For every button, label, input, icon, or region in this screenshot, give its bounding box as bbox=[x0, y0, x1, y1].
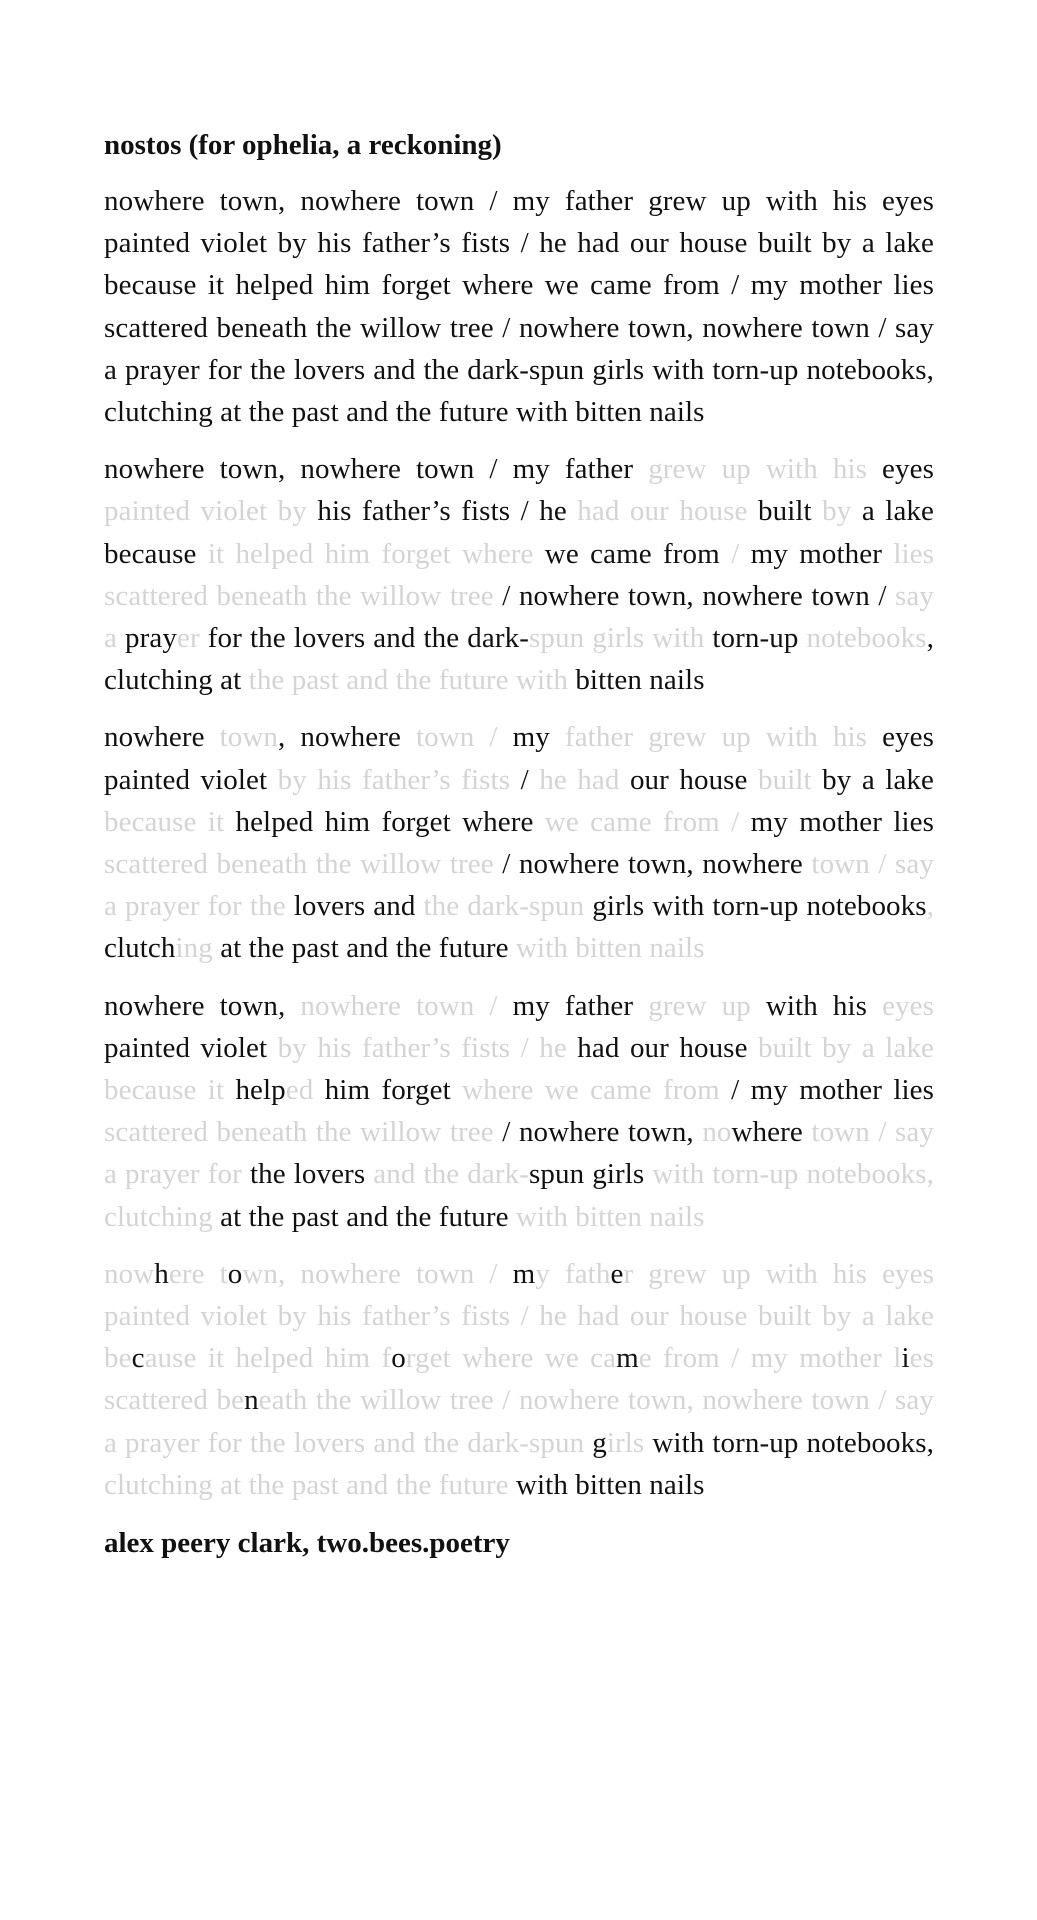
visible-text: clutch bbox=[104, 932, 176, 965]
erased-text: wn, nowhere town / bbox=[242, 1257, 513, 1290]
stanza-erasure-3 bbox=[104, 985, 934, 1238]
visible-text: my bbox=[512, 721, 565, 754]
visible-text: my mother lies bbox=[750, 805, 934, 838]
visible-text: help bbox=[235, 1074, 286, 1107]
visible-text: spun girls bbox=[528, 1158, 653, 1191]
erased-text: ing bbox=[175, 932, 221, 965]
visible-text: o bbox=[391, 1342, 406, 1375]
erased-text: had our house bbox=[577, 495, 758, 528]
visible-text: him forget bbox=[324, 1074, 463, 1107]
visible-text: / bbox=[520, 763, 540, 796]
visible-text: painted violet bbox=[104, 1031, 278, 1064]
visible-text: , nowhere bbox=[278, 721, 416, 754]
visible-text: c bbox=[131, 1342, 145, 1375]
erased-text: it helped him forget where bbox=[207, 537, 545, 570]
erased-text: say a bbox=[104, 579, 934, 655]
visible-text: e bbox=[610, 1257, 624, 1290]
erased-text: lies scattered beneath the willow tree bbox=[104, 537, 934, 612]
erased-text: built by a lake because it bbox=[104, 1031, 935, 1107]
visible-text: i bbox=[901, 1342, 910, 1375]
poem-author: alex peery clark, two.bees.poetry bbox=[104, 1527, 510, 1560]
visible-text: at the past and the future bbox=[220, 1200, 516, 1233]
erased-text: now bbox=[104, 1257, 155, 1290]
erased-text: y fath bbox=[535, 1257, 611, 1290]
erased-text: eath the willow tree / nowhere town, nowhere town / say a prayer for the lovers and the dark-spun bbox=[104, 1384, 934, 1459]
erased-text: town / bbox=[415, 721, 513, 754]
erased-text: with bitten nails bbox=[516, 1200, 705, 1233]
visible-text: his father’s fists / he bbox=[317, 495, 578, 528]
visible-text: o bbox=[227, 1257, 243, 1290]
visible-text: with torn-up notebooks, bbox=[652, 1426, 934, 1459]
visible-text: nowhere town, bbox=[104, 989, 301, 1022]
erased-text: father grew up with his bbox=[564, 721, 883, 754]
erased-text: er bbox=[176, 622, 208, 655]
erased-text: nowhere town / bbox=[300, 989, 513, 1022]
erased-text: painted violet by bbox=[104, 495, 318, 528]
erased-text: notebooks bbox=[806, 622, 927, 655]
erased-text: no bbox=[702, 1116, 732, 1149]
visible-text: we came from bbox=[544, 537, 732, 570]
visible-text: my father bbox=[512, 989, 649, 1022]
visible-text: m bbox=[512, 1257, 536, 1290]
visible-text: where bbox=[731, 1116, 812, 1149]
visible-text: with bitten nails bbox=[515, 1468, 705, 1501]
stanza-original bbox=[104, 180, 934, 433]
visible-text: with his bbox=[765, 989, 883, 1022]
erased-text: grew up bbox=[648, 989, 766, 1022]
erased-text: by his father’s fists bbox=[277, 763, 521, 796]
erased-text: es scattered be bbox=[104, 1342, 934, 1417]
erased-text: where we came from bbox=[462, 1074, 732, 1107]
erased-text: spun girls with bbox=[529, 622, 713, 655]
erased-text: scattered beneath the willow tree bbox=[104, 1116, 503, 1149]
erased-text: with bitten nails bbox=[516, 932, 705, 965]
visible-text: / nowhere town, nowhere town / bbox=[502, 579, 896, 612]
visible-text: by a lake bbox=[822, 763, 934, 796]
stanza-erasure-4 bbox=[104, 1253, 934, 1506]
erased-text: e from / my mother l bbox=[638, 1342, 902, 1375]
erased-text: town bbox=[219, 721, 278, 754]
poem-page bbox=[104, 112, 934, 1564]
visible-text: , clutching at bbox=[104, 622, 935, 697]
poem-title: nostos (for ophelia, a reckoning) bbox=[104, 129, 502, 161]
erased-text: irls bbox=[606, 1426, 653, 1459]
erased-text: rget where we ca bbox=[405, 1342, 617, 1375]
visible-text: pray bbox=[125, 622, 177, 655]
erased-text: r grew up with his eyes painted violet by his father’s fists / he had our house built by a lake be bbox=[104, 1257, 935, 1375]
visible-text: eyes bbox=[882, 453, 934, 486]
visible-text: nowhere town, nowhere town / my father grew up with his eyes painted violet by his father’s fists / he had our house built by a lake because it helped him forget where we came from / my mother lies scattered beneath the willow tree / nowhere town, nowhere town / say a prayer for the lovers and the dark-spun girls with torn-up notebooks, clutching at the past and the future with bitten nails bbox=[104, 185, 934, 429]
visible-text: built bbox=[758, 495, 823, 528]
erased-text: because it bbox=[104, 805, 236, 838]
visible-text: girls with torn-up notebooks bbox=[592, 890, 927, 923]
visible-text: / my mother lies bbox=[731, 1074, 934, 1107]
visible-text: bitten nails bbox=[575, 664, 705, 697]
stanza-erasure-2 bbox=[104, 716, 934, 969]
visible-text: / nowhere town, bbox=[502, 1116, 703, 1149]
visible-text: my mother bbox=[750, 537, 894, 570]
poem-body bbox=[104, 180, 934, 1506]
visible-text: lovers and bbox=[293, 890, 424, 923]
visible-text: m bbox=[616, 1342, 639, 1375]
visible-text: n bbox=[244, 1384, 259, 1417]
visible-text: for the lovers and the dark- bbox=[207, 622, 529, 655]
erased-text: he had bbox=[539, 763, 630, 796]
erased-text: ause it helped him f bbox=[144, 1342, 392, 1375]
visible-text: eyes painted violet bbox=[104, 721, 934, 796]
erased-text: / bbox=[731, 537, 751, 570]
visible-text: nowhere town, nowhere town / my father bbox=[104, 453, 649, 486]
visible-text: the lovers bbox=[249, 1158, 374, 1191]
visible-text: torn-up bbox=[712, 622, 807, 655]
visible-text: at the past and the future bbox=[220, 932, 517, 965]
visible-text: our house bbox=[629, 763, 759, 796]
erased-text: clutching at the past and the future bbox=[104, 1468, 516, 1501]
visible-text: a lake because bbox=[104, 495, 934, 570]
erased-text: the past and the future with bbox=[248, 664, 576, 697]
erased-text: ed bbox=[285, 1074, 325, 1107]
erased-text: town / say a prayer for bbox=[104, 1116, 934, 1191]
erased-text: scattered beneath the willow tree bbox=[104, 848, 503, 881]
visible-text: / nowhere town, nowhere bbox=[502, 848, 812, 881]
erased-text: grew up with his bbox=[648, 453, 883, 486]
erased-text: we came from / bbox=[544, 805, 751, 838]
erased-text: by bbox=[822, 495, 862, 528]
visible-text: g bbox=[592, 1426, 607, 1459]
erased-text: the dark-spun bbox=[423, 890, 593, 923]
erased-text: town / say a prayer for the bbox=[104, 848, 934, 923]
erased-text: eyes bbox=[882, 989, 934, 1022]
erased-text: ere t bbox=[168, 1257, 228, 1290]
erased-text: and the dark- bbox=[373, 1158, 529, 1191]
erased-text: with torn-up notebooks, clutching bbox=[104, 1158, 934, 1233]
visible-text: h bbox=[154, 1257, 169, 1290]
visible-text: had our house bbox=[577, 1031, 759, 1064]
erased-text: , bbox=[926, 890, 935, 923]
visible-text: helped him forget where bbox=[235, 805, 545, 838]
stanza-erasure-1 bbox=[104, 448, 934, 701]
erased-text: built bbox=[758, 763, 823, 796]
visible-text: nowhere bbox=[104, 721, 220, 754]
erased-text: by his father’s fists / he bbox=[277, 1031, 578, 1064]
